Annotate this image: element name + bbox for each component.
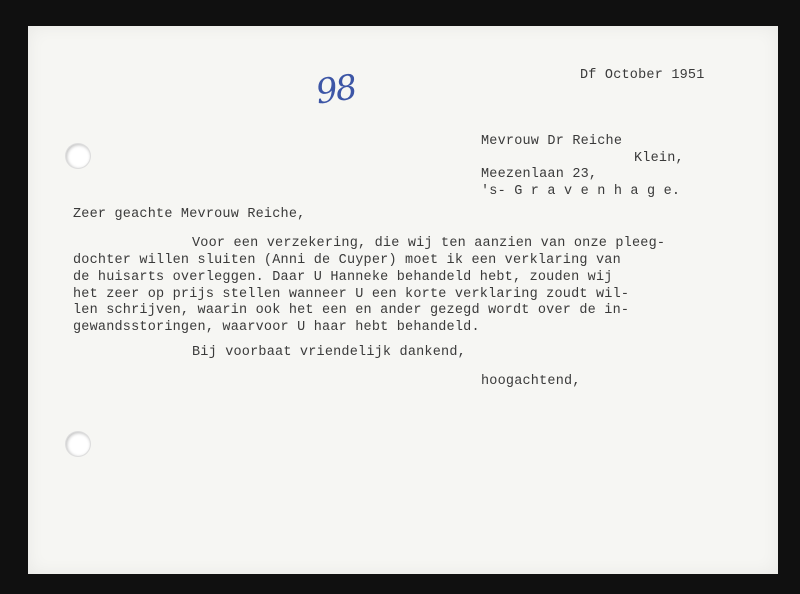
signoff: hoogachtend, — [481, 374, 581, 389]
handwritten-note: 98 — [313, 67, 358, 113]
body-line: Voor een verzekering, die wij ten aanzien van onze pleeg- — [192, 236, 666, 251]
body-line: len schrijven, waarin ook het een en ander gezegd wordt over de in- — [73, 303, 630, 318]
recipient-line-city: Klein, — [634, 151, 684, 166]
body-line: dochter willen sluiten (Anni de Cuyper) moet ik een verklaring van — [73, 253, 621, 268]
closing-line: Bij voorbaat vriendelijk dankend, — [192, 345, 466, 360]
recipient-line-town: 's- G r a v e n h a g e. — [481, 184, 681, 199]
recipient-line-name: Mevrouw Dr Reiche — [481, 134, 623, 149]
letter-date: Df October 1951 — [580, 68, 705, 83]
body-line: de huisarts overleggen. Daar U Hanneke behandeld hebt, zouden wij — [73, 270, 613, 285]
recipient-line-street: Meezenlaan 23, — [481, 167, 598, 182]
punch-hole — [66, 432, 90, 456]
salutation: Zeer geachte Mevrouw Reiche, — [73, 207, 306, 222]
body-line: gewandsstoringen, waarvoor U haar hebt behandeld. — [73, 320, 480, 335]
punch-hole — [66, 144, 90, 168]
body-line: het zeer op prijs stellen wanneer U een korte verklaring zoudt wil- — [73, 287, 630, 302]
